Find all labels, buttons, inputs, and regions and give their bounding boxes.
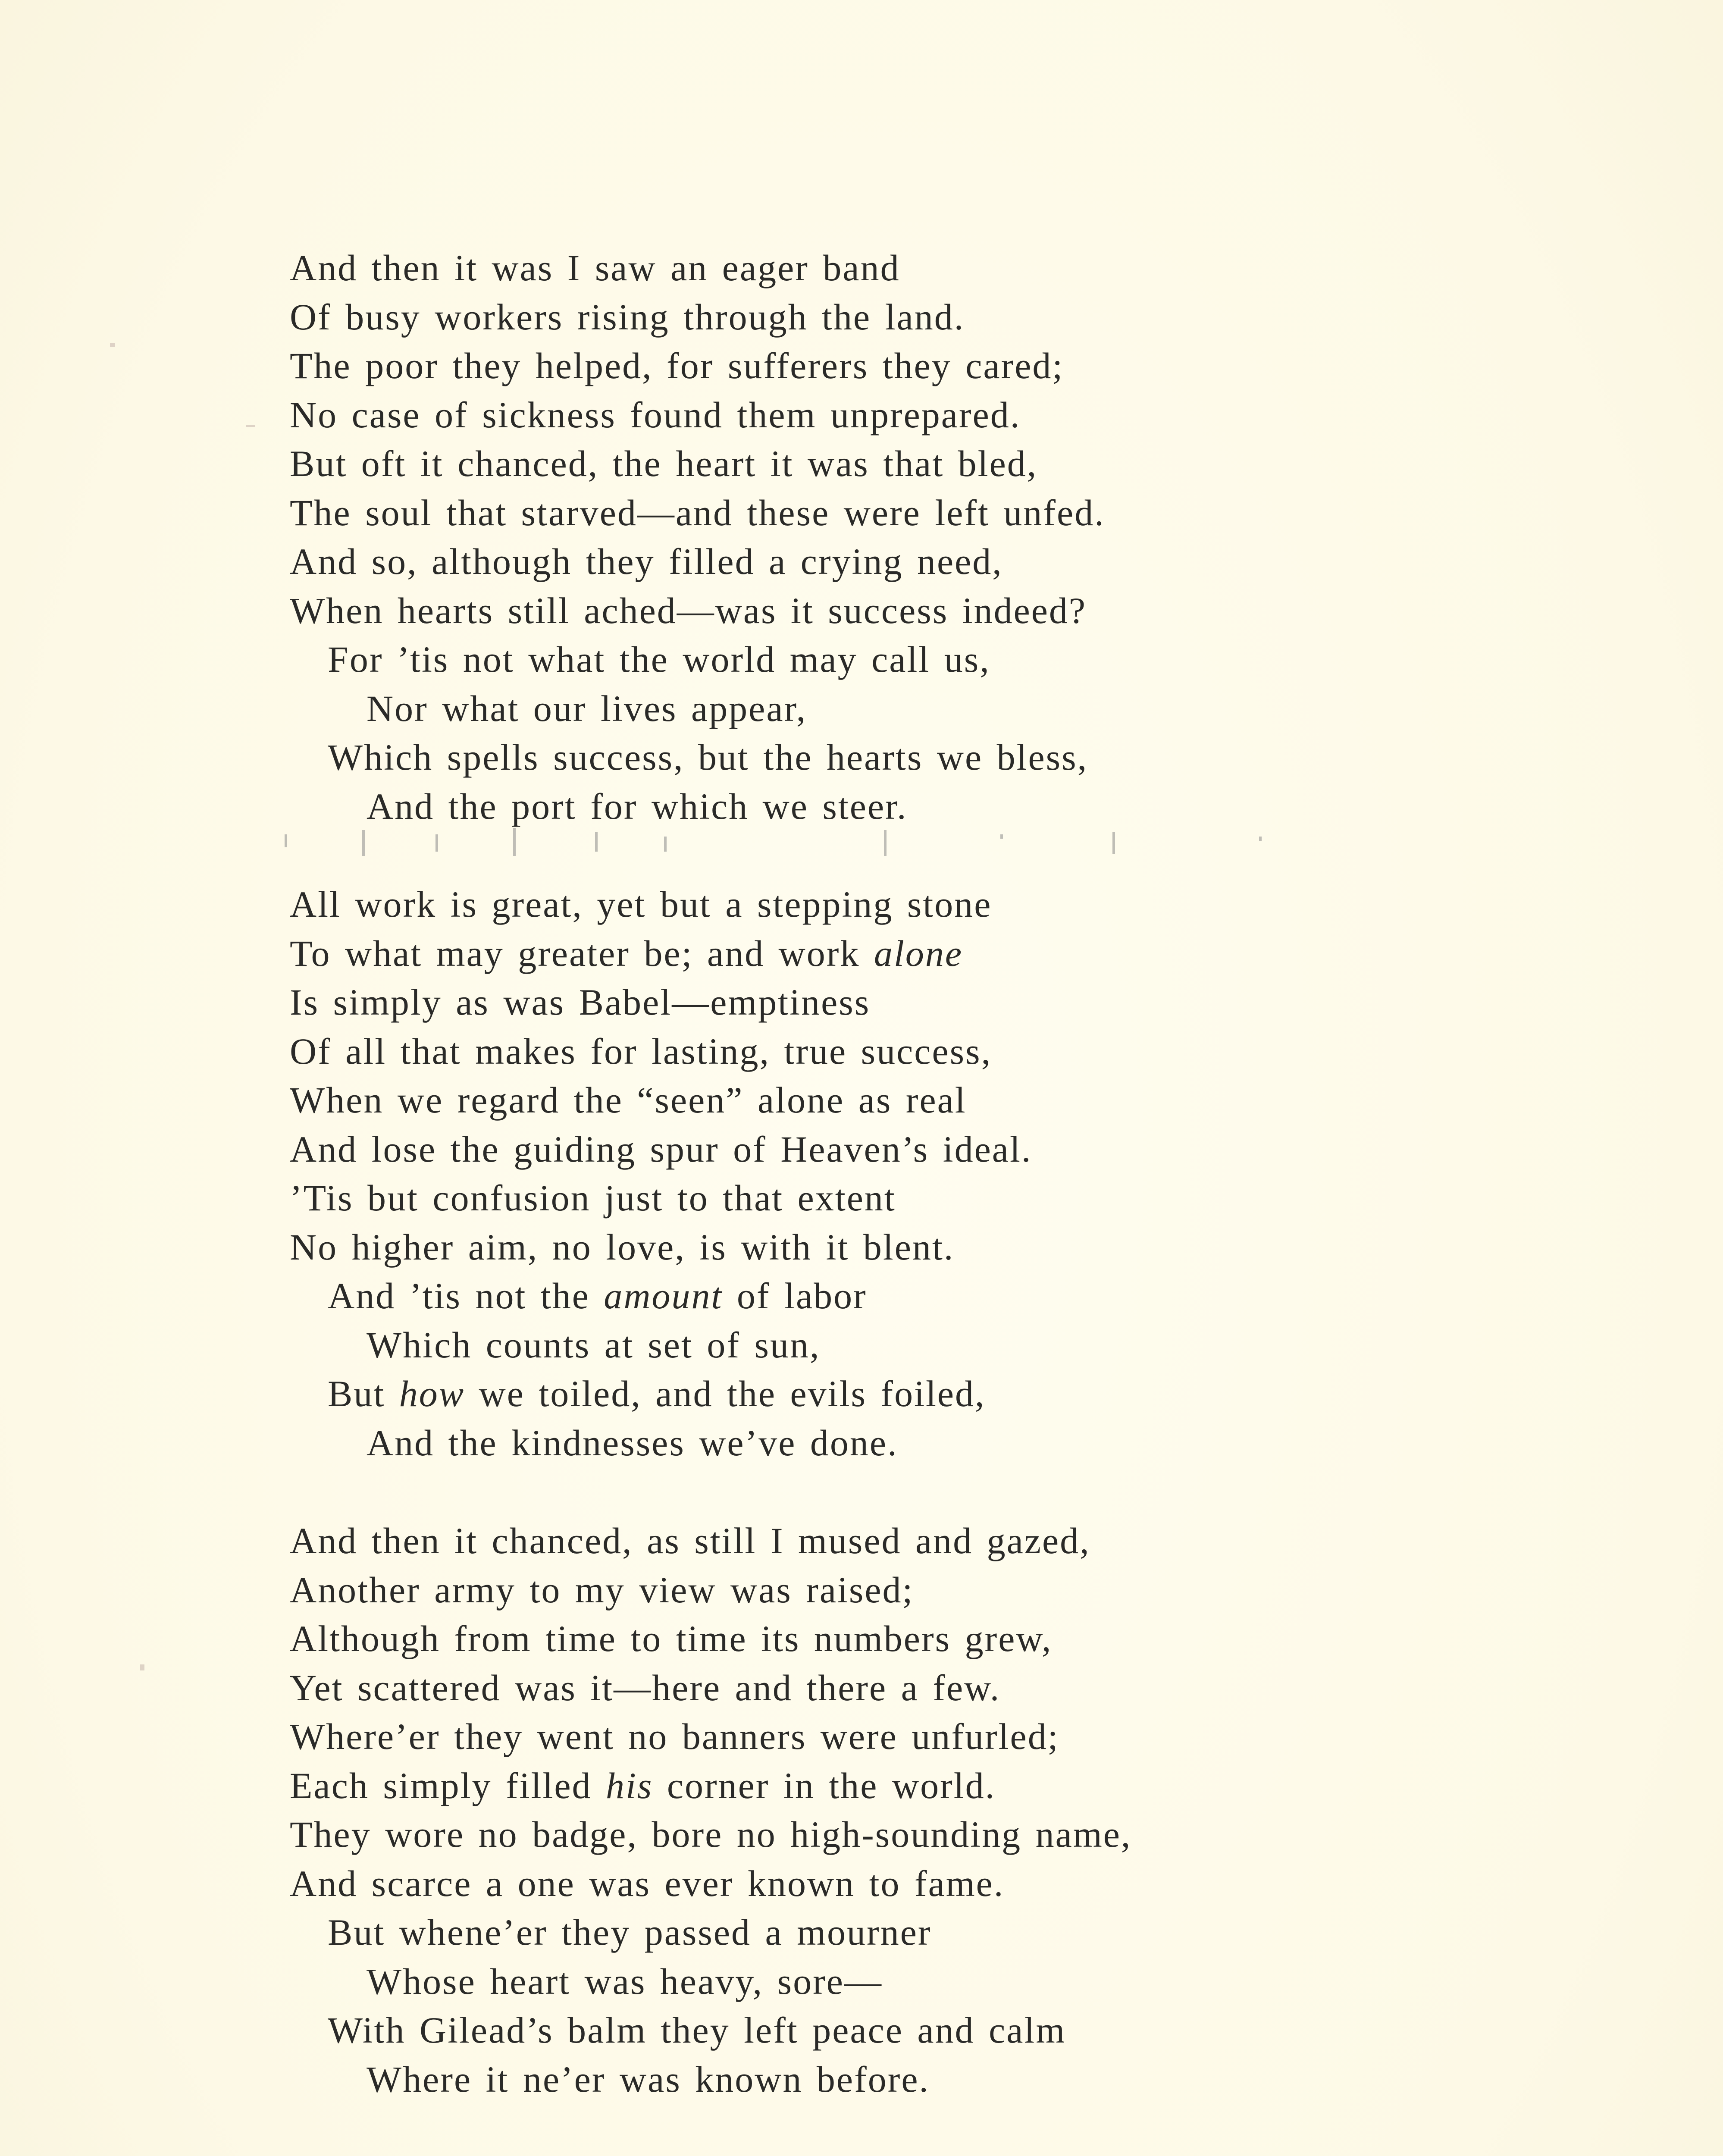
line-text: Although from time to time its numbers grew, [290, 1618, 1053, 1659]
line-text: And then it chanced, as still I mused and gazed, [290, 1520, 1090, 1561]
speck [513, 828, 516, 856]
line-text: They wore no badge, bore no high-sounding name, [290, 1814, 1132, 1855]
italic-word: alone [874, 932, 963, 974]
poem-line: But oft it chanced, the heart it was that bled, [290, 443, 1038, 484]
refrain-line [290, 2055, 1583, 2104]
stanza-3 [290, 1517, 1583, 2104]
speck [285, 834, 287, 847]
poem-line: And so, although they filled a crying need, [290, 541, 1003, 582]
poem-line [290, 1810, 1583, 1859]
speck [664, 837, 667, 852]
line-text: Which counts at set of sun, [367, 1324, 821, 1366]
refrain-line [290, 1419, 1583, 1468]
speck [595, 832, 598, 852]
poem-line [290, 1712, 1583, 1761]
refrain-line [290, 2006, 1583, 2055]
refrain-line [290, 1321, 1583, 1370]
speck [435, 834, 438, 852]
refrain-line [290, 1957, 1583, 2006]
poem-body [290, 244, 1583, 2104]
poem-line [290, 1125, 1583, 1174]
margin-mark [140, 1664, 144, 1670]
speck [1259, 837, 1262, 841]
italic-word: amount [604, 1275, 723, 1316]
line-text: And ’tis not the [328, 1275, 604, 1316]
margin-mark [246, 425, 255, 427]
line-text: Where’er they went no banners were unfurled; [290, 1716, 1059, 1757]
poem-line [290, 1664, 1583, 1713]
line-text: When we regard the “seen” alone as real [290, 1079, 967, 1121]
line-text: With Gilead’s balm they left peace and calm [328, 2009, 1066, 2051]
refrain-line [290, 1369, 1583, 1419]
speck [362, 830, 365, 856]
poem-line [290, 978, 1583, 1027]
stanza-1 [290, 244, 1583, 831]
speck [884, 830, 887, 856]
poem-line [290, 1517, 1583, 1566]
line-text: Yet scattered was it—here and there a few. [290, 1667, 1001, 1708]
poem-line: Of busy workers rising through the land. [290, 296, 965, 338]
poem-line [290, 1027, 1583, 1076]
line-text: But [328, 1373, 399, 1414]
poem-line: When hearts still ached—was it success indeed? [290, 589, 1087, 631]
line-text: Whose heart was heavy, sore— [367, 1960, 883, 2002]
italic-word: his [606, 1764, 653, 1806]
poem-line [290, 1076, 1583, 1125]
refrain-line [290, 1272, 1583, 1321]
margin-mark [110, 343, 115, 347]
line-text: ’Tis but confusion just to that extent [290, 1177, 896, 1219]
poem-line: The poor they helped, for sufferers they cared; [290, 345, 1064, 386]
line-text: To what may greater be; and work [290, 932, 874, 974]
line-text: Where it ne’er was known before. [367, 2058, 930, 2100]
line-text: And the kindnesses we’ve done. [367, 1422, 898, 1463]
poem-line [290, 880, 1583, 929]
poem-line: The soul that starved—and these were left unfed. [290, 492, 1105, 533]
poem-line [290, 1174, 1583, 1223]
line-text: Is simply as was Babel—emptiness [290, 981, 871, 1023]
italic-word: how [399, 1373, 465, 1414]
line-text: But whene’er they passed a mourner [328, 1912, 932, 1953]
speck [1112, 832, 1115, 854]
refrain-line: Nor what our lives appear, [367, 687, 807, 729]
poem-line [290, 1223, 1583, 1272]
poem-line [290, 1614, 1583, 1664]
print-specks [276, 826, 1311, 860]
line-text: corner in the world. [653, 1764, 996, 1806]
poem-line [290, 929, 1583, 978]
refrain-line: For ’tis not what the world may call us, [328, 639, 990, 680]
refrain-line: Which spells success, but the hearts we bless, [328, 736, 1088, 778]
poem-line [290, 1761, 1583, 1811]
speck [1000, 834, 1003, 839]
line-text: we toiled, and the evils foiled, [465, 1373, 986, 1414]
poem-line [290, 1859, 1583, 1908]
line-text: No higher aim, no love, is with it blent. [290, 1226, 955, 1268]
poem-line [290, 1566, 1583, 1615]
line-text: of labor [723, 1275, 867, 1316]
line-text: And scarce a one was ever known to fame. [290, 1862, 1005, 1904]
refrain-line: And the port for which we steer. [367, 785, 908, 827]
line-text: Each simply filled [290, 1764, 606, 1806]
line-text: Of all that makes for lasting, true success, [290, 1030, 992, 1072]
line-text: And lose the guiding spur of Heaven’s ideal. [290, 1128, 1032, 1170]
stanza-2 [290, 880, 1583, 1467]
line-text: All work is great, yet but a stepping stone [290, 884, 992, 925]
line-text: Another army to my view was raised; [290, 1569, 914, 1611]
poem-line: And then it was I saw an eager band [290, 247, 900, 288]
refrain-line [290, 1908, 1583, 1957]
poem-line: No case of sickness found them unprepared. [290, 394, 1021, 436]
